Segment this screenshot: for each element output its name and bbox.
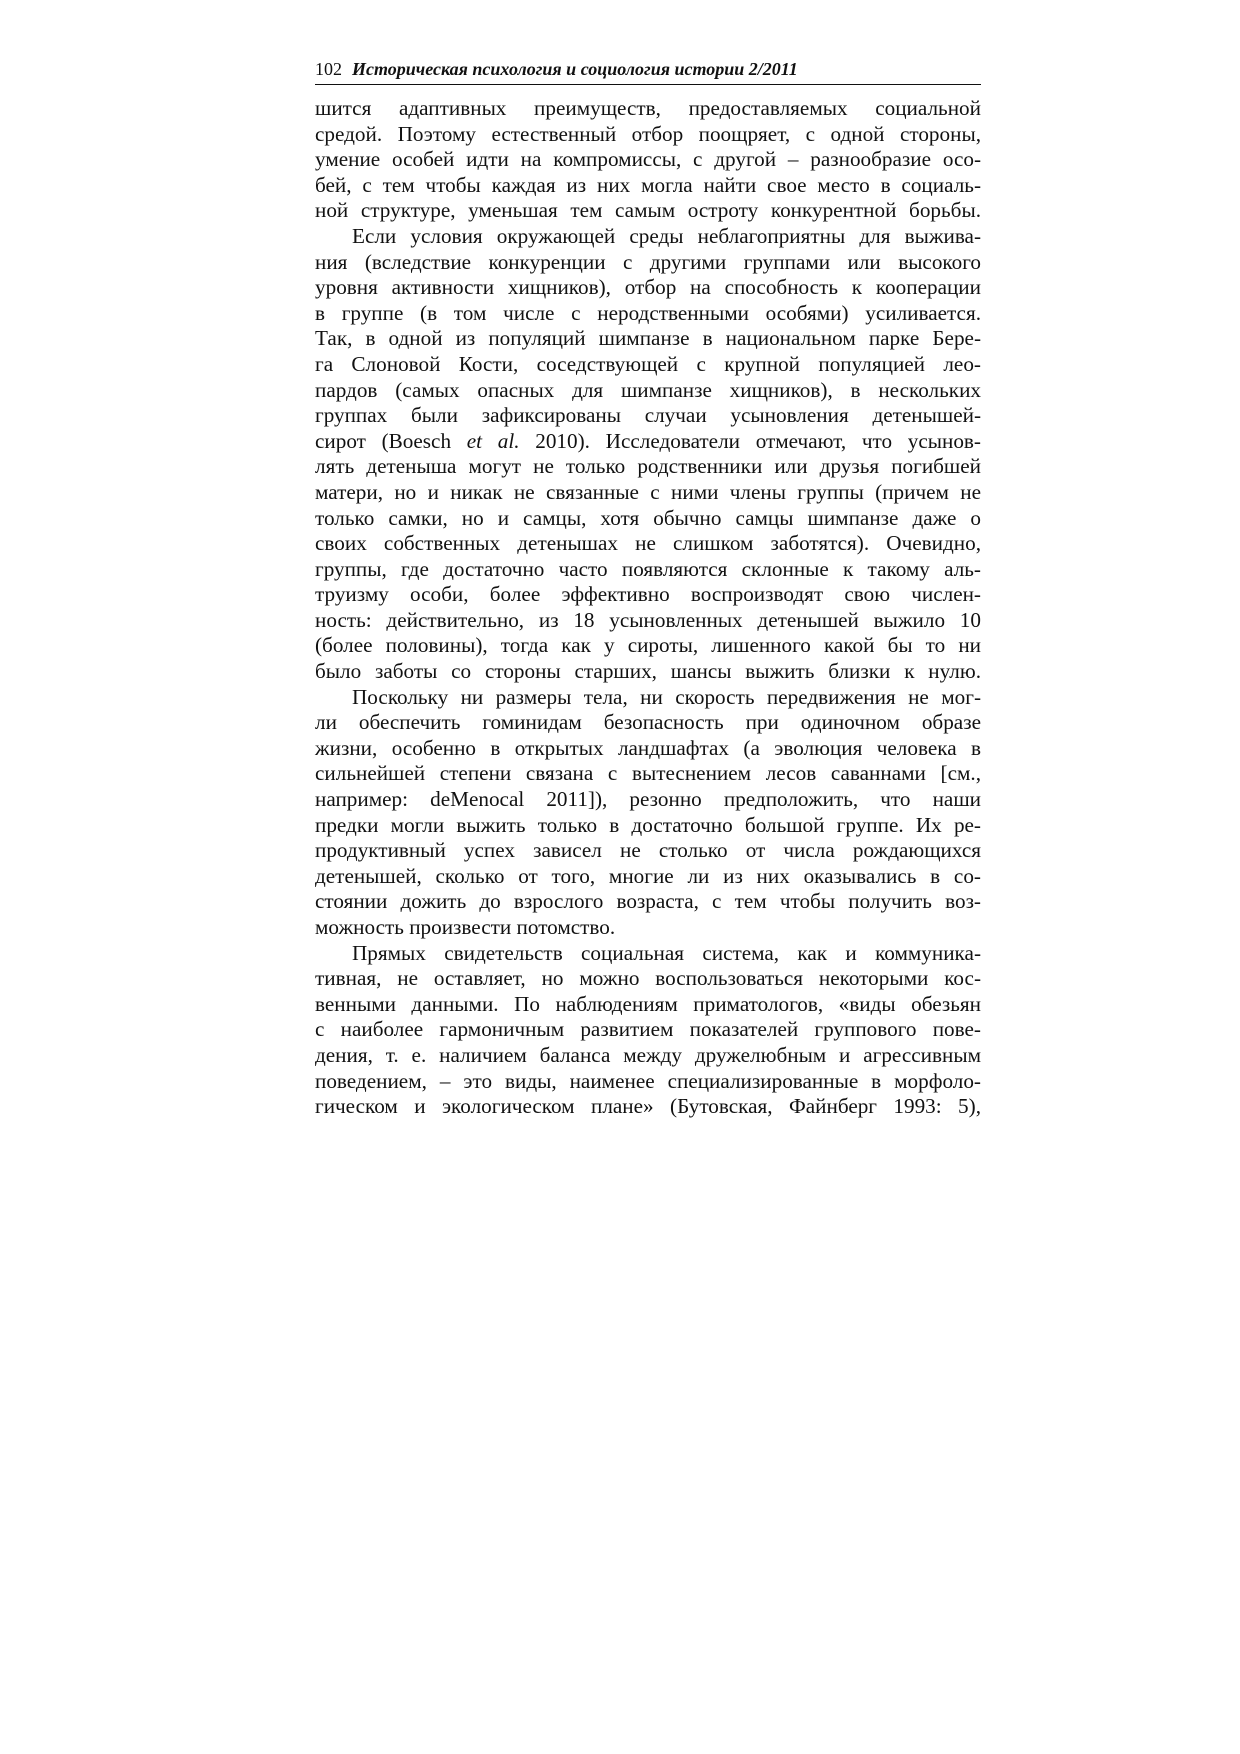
text-line: гическом и экологическом плане» (Бутовская, Файнберг 1993: 5), — [315, 1094, 981, 1119]
text-line: жизни, особенно в открытых ландшафтах (а эволюция человека в — [315, 735, 981, 760]
page-number: 102 — [315, 59, 342, 79]
text-line: уровня активности хищников), отбор на способность к кооперации — [315, 275, 981, 300]
journal-title: Историческая психология и социология истории 2/2011 — [352, 59, 798, 79]
text-line: своих собственных детенышах не слишком заботятся). Очевидно, — [315, 531, 981, 556]
text-line-with-citation: сирот (Boesch et al. 2010). Исследователи отмечают, что усынов- — [315, 428, 981, 453]
text-line: шится адаптивных преимуществ, предоставляемых социальной — [315, 96, 981, 120]
paragraph-4 — [315, 941, 981, 1120]
text-line: дения, т. е. наличием баланса между дружелюбным и агрессивным — [315, 1042, 981, 1067]
text-line: детенышей, сколько от того, многие ли из них оказывались в со- — [315, 863, 981, 888]
et-al-italic: et al. — [466, 428, 520, 453]
paragraph-1 — [315, 96, 981, 224]
text-line: Прямых свидетельств социальная система, как и коммуника- — [352, 940, 981, 965]
text-line: тивная, не оставляет, но можно воспользоваться некоторыми кос- — [315, 966, 981, 991]
text-line: венными данными. По наблюдениям приматологов, «виды обезьян — [315, 991, 981, 1016]
text-line: группы, где достаточно часто появляются склонные к такому аль- — [315, 556, 981, 581]
text-line: например: deMenocal 2011]), резонно предположить, что наши — [315, 787, 981, 812]
text-line: (более половины), тогда как у сироты, лишенного какой бы то ни — [315, 633, 981, 658]
text-line: ния (вследствие конкуренции с другими группами или высокого — [315, 249, 981, 274]
text-line: с наиболее гармоничным развитием показателей группового пове- — [315, 1017, 981, 1042]
text-line: предки могли выжить только в достаточно большой группе. Их ре- — [315, 812, 981, 837]
text-line: матери, но и никак не связанные с ними члены группы (причем не — [315, 479, 981, 504]
text-line: труизму особи, более эффективно воспроизводят свою числен- — [315, 582, 981, 607]
text-line: в группе (в том числе с неродственными особями) усиливается. — [315, 300, 981, 325]
text-line: ной структуре, уменьшая тем самым остроту конкурентной борьбы. — [315, 198, 981, 223]
text-line: сильнейшей степени связана с вытеснением лесов саваннами [см., — [315, 761, 981, 786]
text-line: Так, в одной из популяций шимпанзе в национальном парке Бере- — [315, 326, 981, 351]
text-line: стоянии дожить до взрослого возраста, с тем чтобы получить воз- — [315, 889, 981, 914]
text-line: только самки, но и самцы, хотя обычно самцы шимпанзе даже о — [315, 505, 981, 530]
text-line: средой. Поэтому естественный отбор поощряет, с одной стороны, — [315, 121, 981, 146]
body-text — [315, 96, 981, 1120]
text-line: Поскольку ни размеры тела, ни скорость передвижения не мог- — [352, 684, 981, 709]
text-line: поведением, – это виды, наименее специализированные в морфоло- — [315, 1068, 981, 1093]
text-line: можность произвести потомство. — [315, 915, 616, 939]
text-line: умение особей идти на компромиссы, с другой – разнообразие осо- — [315, 147, 981, 172]
text-line: ность: действительно, из 18 усыновленных детенышей выжило 10 — [315, 607, 981, 632]
text-line: лять детеныша могут не только родственники или друзья погибшей — [315, 454, 981, 479]
running-header — [315, 58, 981, 85]
text-line: было заботы со стороны старших, шансы выжить близки к нулю. — [315, 659, 981, 684]
text-line: Если условия окружающей среды неблагоприятны для выжива- — [352, 223, 981, 248]
paragraph-3 — [315, 685, 981, 941]
text-line: продуктивный успех зависел не столько от числа рождающихся — [315, 838, 981, 863]
text-line: бей, с тем чтобы каждая из них могла найти свое место в социаль- — [315, 172, 981, 197]
text-line: группах были зафиксированы случаи усыновления детенышей- — [315, 403, 981, 428]
text-line: га Слоновой Кости, соседствующей с крупной популяцией лео- — [315, 351, 981, 376]
text-line: пардов (самых опасных для шимпанзе хищников), в нескольких — [315, 377, 981, 402]
paragraph-2 — [315, 224, 981, 685]
text-line: ли обеспечить гоминидам безопасность при одиночном образе — [315, 710, 981, 735]
